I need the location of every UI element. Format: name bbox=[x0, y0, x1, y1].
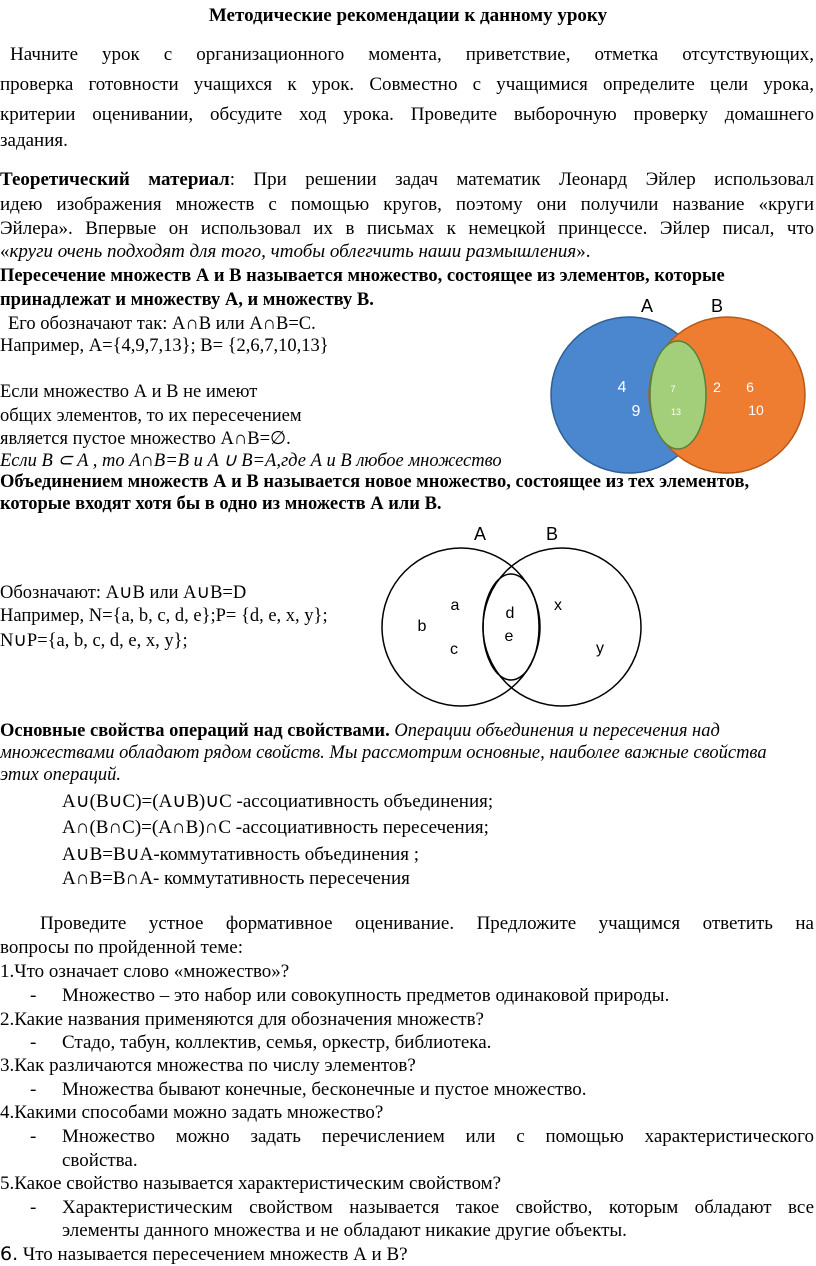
question-3: 3.Как различаются множества по числу элементов? bbox=[0, 1055, 416, 1076]
answer-2-dash: - bbox=[30, 1032, 37, 1053]
answer-3-dash: - bbox=[30, 1079, 37, 1100]
element-2: 2 bbox=[713, 379, 721, 395]
answer-3: Множества бывают конечные, бесконечные и пустое множество. bbox=[62, 1079, 587, 1100]
answer-4-dash: - bbox=[30, 1126, 37, 1147]
answer-2: Стадо, табун, коллектив, семья, оркестр, библиотека. bbox=[62, 1032, 492, 1053]
properties-intro-2: множествами обладают рядом свойств. Мы рассмотрим основные, наиболее важные свойства bbox=[0, 743, 767, 763]
element-e: e bbox=[504, 628, 514, 645]
answer-4-line-2: свойства. bbox=[62, 1150, 138, 1171]
intro-line-1: Начните урок с организационного момента, приветствие, отметка отсутствующих, bbox=[10, 44, 814, 65]
question-1: 1.Что означает слово «множество»? bbox=[0, 961, 290, 982]
answer-1: Множество – это набор или совокупность предметов одинаковой природы. bbox=[62, 985, 670, 1006]
venn2-label-b: B bbox=[545, 524, 559, 544]
intersection-definition-1: Пересечение множеств А и В называется множество, состоящее из элементов, которые bbox=[0, 266, 725, 286]
union-example-2: N∪P={a, b, c, d, e, x, y}; bbox=[0, 631, 188, 651]
empty-set-line-3: является пустое множество A∩B=∅. bbox=[0, 429, 291, 449]
element-9: 9 bbox=[631, 403, 641, 420]
intersection-region bbox=[650, 341, 706, 449]
element-d: d bbox=[505, 605, 515, 622]
union-notation: Обозначают: A∪B или A∪B=D bbox=[0, 583, 247, 603]
union-venn-diagram bbox=[380, 520, 650, 715]
element-4: 4 bbox=[617, 379, 627, 396]
union-example-1: Например, N={a, b, c, d, e};P= {d, e, x, y}; bbox=[0, 606, 328, 626]
intro-line-3: критерии оценивании, обсудите ход урока. Проведите выборочную проверку домашнего bbox=[0, 104, 814, 125]
element-6: 6 bbox=[746, 379, 754, 395]
property-associative-intersection: A∩(B∩C)=(A∩B)∩C -ассоциативность пересечения; bbox=[62, 817, 489, 838]
venn1-label-b: B bbox=[710, 296, 724, 316]
element-7: 7 bbox=[670, 384, 676, 394]
question-5: 5.Какое свойство называется характеристическим свойством? bbox=[0, 1173, 502, 1194]
element-b: b bbox=[417, 618, 427, 635]
answer-5-line-1: Характеристическим свойством называется такое свойство, которым обладают все bbox=[62, 1197, 814, 1218]
empty-set-line-2: общих элементов, то их пересечением bbox=[0, 406, 302, 426]
assessment-line-1: Проведите устное формативное оценивание. Предложите учащимся ответить на bbox=[40, 913, 814, 934]
element-c: c bbox=[450, 641, 458, 658]
answer-5-dash: - bbox=[30, 1197, 37, 1218]
venn1-label-a: A bbox=[640, 296, 654, 316]
assessment-line-2: вопросы по пройденной теме: bbox=[0, 937, 244, 958]
intersection-notation: Его обозначают так: A∩B или A∩B=C. bbox=[8, 314, 316, 334]
venn2-label-a: A bbox=[473, 524, 487, 544]
question-6: 6. Что называется пересечением множеств А и В? bbox=[0, 1243, 408, 1265]
property-commutative-union: A∪B=B∪A-коммутативность объединения ; bbox=[62, 844, 420, 865]
union-definition-1: Объединением множеств А и В называется новое множество, состоящее из тех элементов, bbox=[0, 472, 750, 492]
element-10: 10 bbox=[748, 402, 764, 418]
theory-line-2: идею изображения множеств с помощью кругов, поэтому они получили название «круги bbox=[0, 194, 814, 215]
set-n-circle bbox=[382, 548, 540, 706]
theory-line-3: Эйлера». Впервые он использовал их в письмах к немецкой принцессе. Эйлер писал, что bbox=[0, 218, 814, 239]
page-title: Методические рекомендации к данному уроку bbox=[208, 5, 608, 26]
intro-line-4: задания. bbox=[0, 130, 68, 151]
element-y: y bbox=[596, 640, 604, 657]
property-commutative-intersection: A∩B=B∩A- коммутативность пересечения bbox=[62, 868, 410, 889]
empty-set-line-1: Если множество А и В не имеют bbox=[0, 382, 258, 402]
element-a: a bbox=[450, 597, 460, 614]
theory-line-1: Теоретический материал: При решении задач математик Леонард Эйлер использовал bbox=[0, 169, 814, 190]
answer-5-line-2: элементы данного множества и не обладают никакие другие объекты. bbox=[62, 1220, 627, 1241]
union-definition-2: которые входят хотя бы в одно из множеств А или В. bbox=[0, 494, 442, 514]
question-4: 4.Какими способами можно задать множество? bbox=[0, 1102, 384, 1123]
element-x: x bbox=[554, 597, 562, 614]
answer-1-dash: - bbox=[30, 985, 37, 1006]
properties-heading-line: Основные свойства операций над свойствами. Операции объединения и пересечения над bbox=[0, 721, 720, 741]
answer-4-line-1: Множество можно задать перечислением или с помощью характеристического bbox=[62, 1126, 814, 1147]
subset-rule: Если B ⊂ A , то A∩B=B и A ∪ B=A,где А и В любое множество bbox=[0, 451, 502, 471]
properties-intro-3: этих операций. bbox=[0, 765, 121, 785]
intersection-definition-2: принадлежат и множеству А, и множеству В. bbox=[0, 290, 374, 310]
euler-quote: «круги очень подходят для того, чтобы облегчить наши размышления». bbox=[0, 241, 591, 262]
question-2: 2.Какие названия применяются для обозначения множеств? bbox=[0, 1009, 484, 1030]
element-13: 13 bbox=[670, 407, 682, 417]
property-associative-union: A∪(B∪C)=(A∪B)∪C -ассоциативность объединения; bbox=[62, 791, 494, 812]
intersection-venn-diagram bbox=[545, 288, 813, 474]
intro-line-2: проверка готовности учащихся к урок. Совместно с учащимися определите цели урока, bbox=[0, 74, 814, 95]
intersection-example: Например, A={4,9,7,13}; B= {2,6,7,10,13} bbox=[0, 336, 329, 356]
